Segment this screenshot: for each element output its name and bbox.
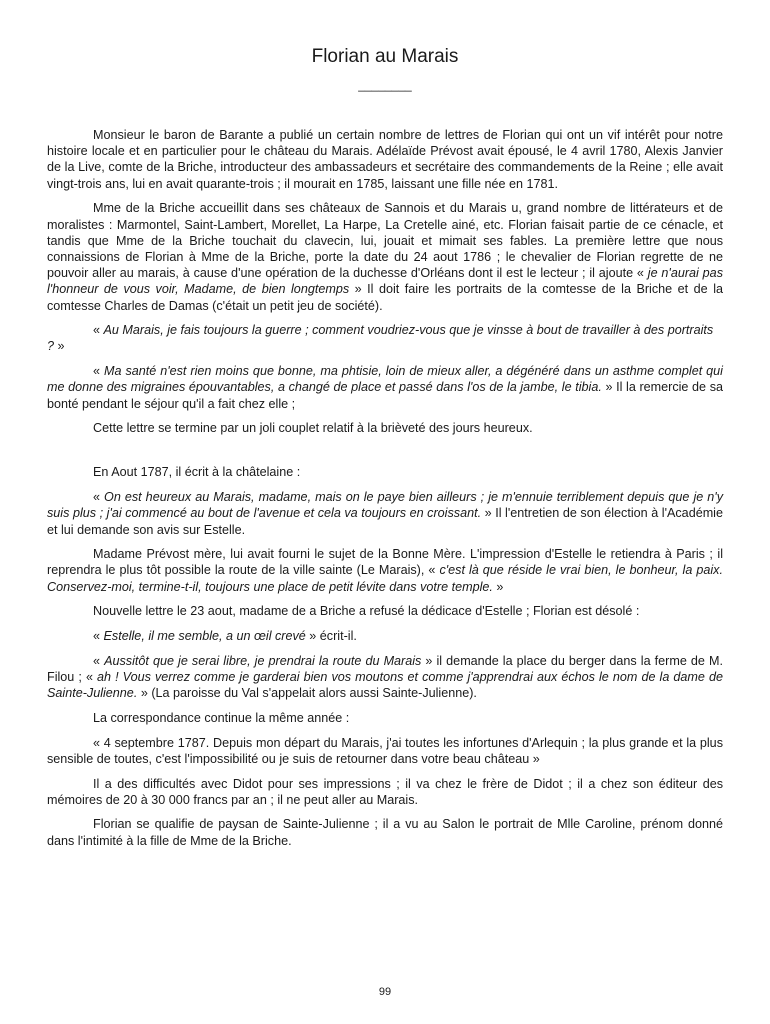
quotation-italic: ah ! Vous verrez comme je garderai bien vos moutons et comme j'apprendrai aux échos le nom de la dame de Sainte-Julienne.	[47, 669, 723, 701]
quotation-italic: Ma santé n'est rien moins que bonne, ma phtisie, loin de mieux aller, a dégénéré dans un asthme complet qui me donne des migraines épouvantables, a changé de place et passé dans l'os de la jambe, le tibia.	[47, 364, 723, 395]
title-underline-rule: ________	[358, 78, 412, 92]
page-title: Florian au Marais	[311, 46, 459, 67]
quotation-italic: je n'aurai pas l'honneur de vous voir, Madame, de bien longtemps	[47, 266, 723, 297]
paragraph: Nouvelle lettre le 23 aout, madame de a Briche a refusé la dédicace d'Estelle ; Florian est désolé :	[93, 604, 640, 619]
paragraph: « On est heureux au Marais, madame, mais on le paye bien ailleurs ; je m'ennuie terriblement depuis que je n'y suis plus ; j'ai commencé au bout de l'avenue et cela va toujours en croissant. » Il l'entretien de son élection à l'Académie et lui demande son avis sur Estelle.	[47, 490, 723, 537]
paragraph: « Au Marais, je fais toujours la guerre ; comment voudriez-vous que je vinsse à bout de travailler à des portraits ? »	[47, 323, 714, 354]
paragraph: « 4 septembre 1787. Depuis mon départ du Marais, j'ai toutes les infortunes d'Arlequin ; la plus grande et la plus sensible de toutes, c'est l'impossibilité ou je suis de retourner dans votre beau château »	[47, 735, 723, 766]
paragraph: « Ma santé n'est rien moins que bonne, ma phtisie, loin de mieux aller, a dégénéré dans un asthme complet qui me donne des migraines épouvantables, a changé de place et passé dans l'os de la jambe, le tibia. » Il la remercie de sa bonté pendant le séjour qu'il a fait chez elle ;	[47, 364, 723, 411]
paragraph: Madame Prévost mère, lui avait fourni le sujet de la Bonne Mère. L'impression d'Estelle le retiendra à Paris ; il reprendra le plus tôt possible la route de la ville sainte (Le Marais), « c'est là que réside le vrai bien, le bonheur, la paix. Conservez-moi, termine-t-il, toujours une place de petit lévite dans votre temple. »	[47, 547, 723, 594]
paragraph: Florian se qualifie de paysan de Sainte-Julienne ; il a vu au Salon le portrait de Mlle Caroline, prénom donné dans l'intimité à la fille de Mme de la Briche.	[47, 817, 723, 848]
paragraph: En Aout 1787, il écrit à la châtelaine :	[93, 465, 301, 480]
paragraph: Cette lettre se termine par un joli couplet relatif à la brièveté des jours heureux.	[93, 421, 533, 436]
quotation-italic: c'est là que réside le vrai bien, le bonheur, la paix. Conservez-moi, termine-t-il, toujours une place de petit lévite dans votre temple.	[47, 563, 723, 594]
paragraph: « Estelle, il me semble, a un œil crevé » écrit-il.	[93, 629, 357, 644]
quotation-italic: Au Marais, je fais toujours la guerre ; comment voudriez-vous que je vinsse à bout de travailler à des portraits ?	[47, 323, 714, 354]
article-body	[47, 127, 723, 857]
paragraph: Mme de la Briche accueillit dans ses châteaux de Sannois et du Marais u, grand nombre de littérateurs et de moralistes : Marmontel, Saint-Lambert, Morellet, La Harpe, La Cretelle ainé, etc. Florian faisait partie de ce cénacle, et tandis que Mme de la Briche touchait du clavecin, lui, jouait et mimait ses fables. La première lettre que nous connaissions de Florian à Mme de la Briche, porte la date du 24 aout 1786 ; le chevalier de Florian regrette de ne pouvoir aller au marais, à cause d'une opération de la duchesse d'Orléans dont il est le lecteur ; il ajoute « je n'aurai pas l'honneur de vous voir, Madame, de bien longtemps » Il doit faire les portraits de la comtesse de la Briche et de la comtesse Charles de Damas (c'était un petit jeu de société).	[47, 201, 723, 313]
paragraph: Il a des difficultés avec Didot pour ses impressions ; il va chez le frère de Didot ; il a chez son éditeur des mémoires de 20 à 30 000 francs par an ; il ne peut aller au Marais.	[47, 776, 723, 807]
paragraph: Monsieur le baron de Barante a publié un certain nombre de lettres de Florian qui ont un vif intérêt pour notre histoire locale et en particulier pour le château du Marais. Adélaïde Prévost avait épousé, le 4 avril 1780, Alexis Janvier de la Live, comte de la Briche, introducteur des ambassadeurs et secrétaire des commandements de la Reine ; elle avait vingt-trois ans, lui en avait quarante-trois ; il mourait en 1785, laissant une fille née en 1781.	[47, 128, 723, 191]
quotation-italic: Estelle, il me semble, a un œil crevé	[103, 629, 306, 644]
paragraph: « Aussitôt que je serai libre, je prendrai la route du Marais » il demande la place du berger dans la ferme de M. Filou ; « ah ! Vous verrez comme je garderai bien vos moutons et comme j'apprendrai aux échos le nom de la dame de Sainte-Julienne. » (La paroisse du Val s'appelait alors aussi Sainte-Julienne).	[47, 653, 723, 701]
page-number: 99	[378, 986, 392, 998]
paragraph: La correspondance continue la même année :	[93, 710, 350, 725]
quotation-italic: Aussitôt que je serai libre, je prendrai la route du Marais	[104, 653, 422, 668]
quotation-italic: On est heureux au Marais, madame, mais on le paye bien ailleurs ; je m'ennuie terriblement depuis que je n'y suis plus ; j'ai commencé au bout de l'avenue et cela va toujours en croissant.	[47, 490, 723, 521]
